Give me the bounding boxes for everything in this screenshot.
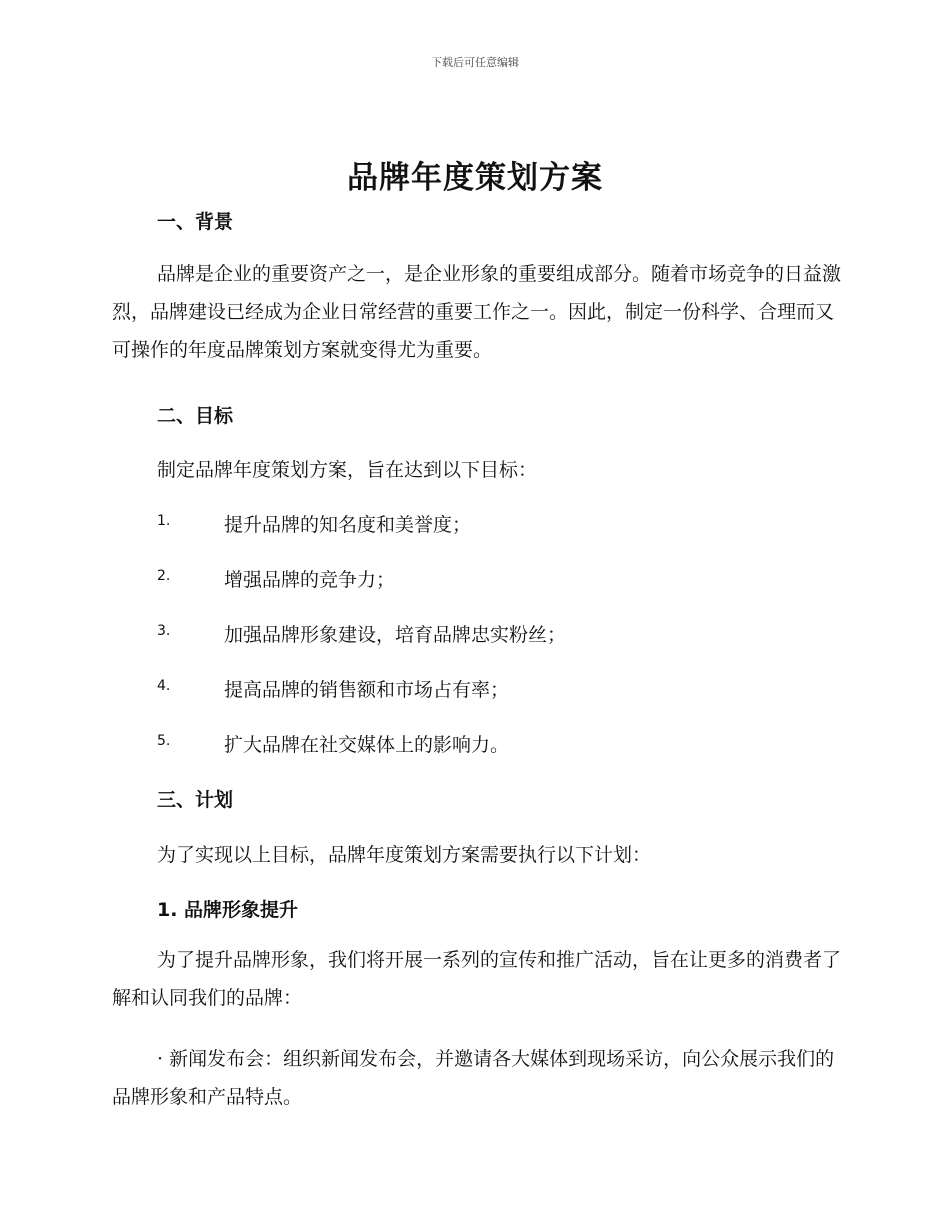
page-header-note: 下载后可任意编辑 <box>431 56 519 69</box>
goal-text: 扩大品牌在社交媒体上的影响力。 <box>224 734 510 756</box>
section-heading-background: 一、背景 <box>157 211 234 233</box>
background-paragraph: 品牌是企业的重要资产之一，是企业形象的重要组成部分。随着市场竞争的日益激烈，品牌建设已经成为企业日常经营的重要工作之一。因此，制定一份科学、合理而又可操作的年度品牌策划方案就变得尤为重要。 <box>112 263 842 361</box>
plan-paragraph: 为了提升品牌形象，我们将开展一系列的宣传和推广活动，旨在让更多的消费者了解和认同我们的品牌： <box>112 949 842 1009</box>
plan-bullet: · 新闻发布会：组织新闻发布会，并邀请各大媒体到现场采访，向公众展示我们的品牌形象和产品特点。 <box>112 1048 835 1108</box>
section-heading-goals: 二、目标 <box>157 405 234 427</box>
goal-text: 提升品牌的知名度和美誉度； <box>224 514 472 536</box>
goal-number: 2. <box>157 568 171 584</box>
goal-number: 4. <box>157 678 171 694</box>
document-title: 品牌年度策划方案 <box>347 160 603 196</box>
section-heading-plan: 三、计划 <box>157 789 234 811</box>
goal-text: 加强品牌形象建设，培育品牌忠实粉丝； <box>224 624 567 646</box>
goal-text: 提高品牌的销售额和市场占有率； <box>224 679 510 701</box>
goal-number: 5. <box>157 733 171 749</box>
goals-intro: 制定品牌年度策划方案，旨在达到以下目标： <box>157 459 538 481</box>
plan-subheading: 1. 品牌形象提升 <box>157 899 299 921</box>
goal-number: 3. <box>157 623 171 639</box>
goal-number: 1. <box>157 513 171 529</box>
goal-text: 增强品牌的竞争力； <box>224 569 396 591</box>
plan-intro: 为了实现以上目标，品牌年度策划方案需要执行以下计划： <box>157 844 652 866</box>
